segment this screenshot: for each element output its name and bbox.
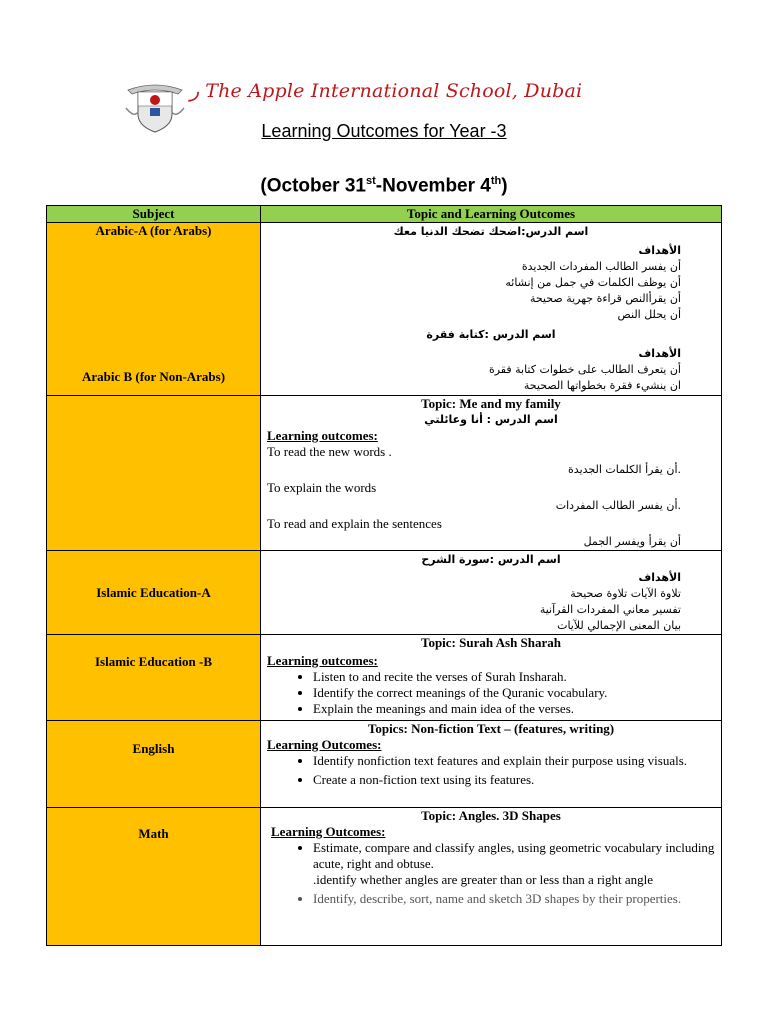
topic-arabic-a [261,223,722,396]
list-item: • Identify the correct meanings of the Quranic vocabulary. [313,685,721,701]
lesson-title: اسم الدرس :سورة الشرح [421,553,561,566]
subject-arabic-a: Arabic-A (for Arabs) [47,223,261,396]
table-header-row [47,206,722,223]
outcome-text-arabic: .أن يفسر الطالب المفردات [555,499,681,512]
list-item: تلاوة الآيات تلاوة صحيحة [570,587,681,600]
list-item: أن يفسر الطالب المفردات الجديدة [521,260,681,273]
outcome-text-arabic: أن يقرأ ويفسر الجمل [583,535,681,548]
lesson-title: اسم الدرس :كتابة فقرة [426,328,556,341]
list-item: بيان المعنى الإجمالي للآيات [557,619,681,632]
outcome-text: To read and explain the sentences [267,516,442,531]
list-item: ان ينشيء فقرة بخطواتها الصحيحة [523,379,681,392]
list-item: • Explain the meanings and main idea of the verses. [313,701,721,717]
learning-outcomes-table [46,205,722,946]
date-range: (October 31st-November 4th) [260,175,508,197]
table-row-islamic-b [47,635,722,721]
outcome-text: To read the new words . [267,444,392,459]
goals-heading: الأهداف [638,347,681,360]
goals-heading: الأهداف [638,571,681,584]
list-item: تفسير معاني المفردات القرآنية [539,603,681,616]
list-item: أن يقرأالنص قراءة جهرية صحيحة [529,292,681,305]
list-item: أن يوظف الكلمات في جمل من إنشائه [505,276,681,289]
page-title: Learning Outcomes for Year -3 [261,121,507,141]
list-item: • Create a non-fiction text using its features. [313,769,721,788]
list-item: أن يحلل النص [617,308,681,321]
list-item: • Identify nonfiction text features and explain their purpose using visuals. [313,753,721,769]
lesson-title: اسم الدرس:اضحك تضحك الدنيا معك [393,225,589,238]
list-item: أن يتعرف الطالب على خطوات كتابة فقرة [488,363,681,376]
topic-arabic-b [261,396,722,551]
topic-title: Topics: Non-fiction Text – (features, writing) [367,721,615,736]
lesson-title: اسم الدرس : أنا وعائلتي [424,413,558,426]
topic-islamic-a [261,551,722,635]
learning-outcomes-heading: Learning Outcomes: [271,824,386,839]
school-name-heading: ر The Apple International School, Dubai [190,80,583,102]
subject-arabic-b: Arabic B (for Non-Arabs) [47,396,261,551]
topic-islamic-b [261,635,722,721]
column-header-topic: Topic and Learning Outcomes [261,206,722,223]
subject-islamic-b: Islamic Education -B [47,635,261,721]
outcome-text-arabic: .أن يقرأ الكلمات الجديدة [568,463,681,476]
topic-math [261,808,722,946]
table-row-islamic-a [47,551,722,635]
outcome-text: To explain the words [267,480,377,495]
goals-heading: الأهداف [638,244,681,257]
topic-english [261,721,722,808]
table-row-arabic-b [47,396,722,551]
list-item: • Identify, describe, sort, name and sketch 3D shapes by their properties. [313,888,721,907]
list-item: • Estimate, compare and classify angles, using geometric vocabulary including acute, right and obtuse. .identify whether angles are greater than or less than a right angle [313,840,721,888]
learning-outcomes-heading: Learning outcomes: [267,428,378,443]
outcomes-list [261,840,721,907]
learning-outcomes-heading: Learning outcomes: [267,653,378,668]
table-row-english [47,721,722,808]
outcomes-list [261,669,721,717]
subject-english: English [47,721,261,808]
subject-math: Math [47,808,261,946]
topic-title: Topic: Angles. 3D Shapes [421,808,561,823]
topic-title: Topic: Surah Ash Sharah [420,635,562,650]
list-item: • Listen to and recite the verses of Surah Insharah. [313,669,721,685]
table-row-math [47,808,722,946]
topic-title: Topic: Me and my family [421,396,561,411]
outcomes-list [261,753,721,788]
subject-islamic-a: Islamic Education-A [47,551,261,635]
column-header-subject: Subject [47,206,261,223]
learning-outcomes-heading: Learning Outcomes: [267,737,382,752]
